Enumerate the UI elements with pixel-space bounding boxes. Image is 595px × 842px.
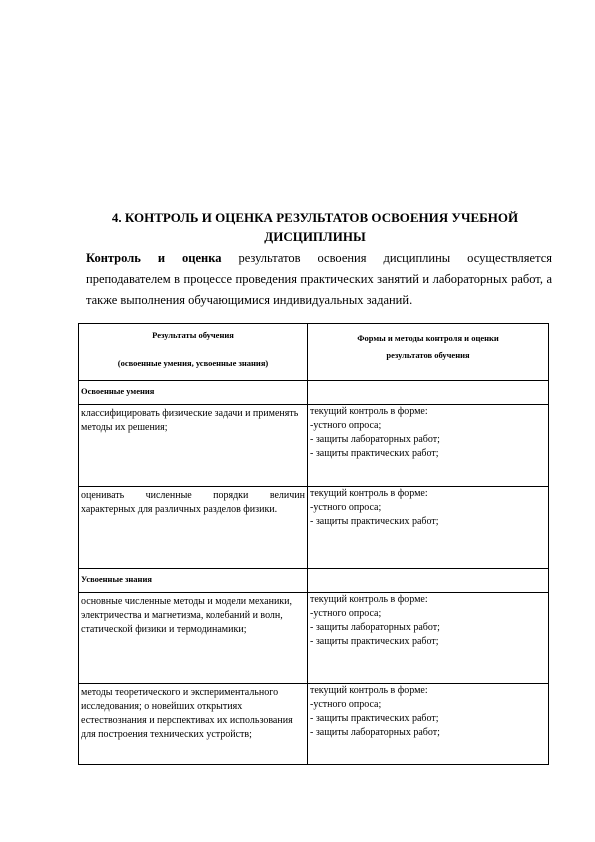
- header-left-title: Результаты обучения: [152, 330, 234, 340]
- intro-text: результатов освоения дисциплины осуществляется преподавателем в процессе проведения практических занятий и лабораторных работ, а также выполнения обучающимися индивидуальных заданий.: [86, 251, 553, 307]
- row-4-left-text: методы теоретического и экспериментального исследования; о новейших открытиях естествознания и перспективах их использования для построения технических устройств;: [81, 687, 293, 740]
- table-row: [79, 487, 549, 569]
- row-4-right-line: - защиты лабораторных работ;: [310, 727, 440, 738]
- row-2-right: [308, 487, 549, 569]
- row-1-right-line: - защиты лабораторных работ;: [310, 434, 440, 445]
- row-4-right-line: -устного опроса;: [310, 699, 382, 710]
- row-2-right-line: текущий контроль в форме:: [310, 488, 428, 499]
- row-3-right: [308, 593, 549, 684]
- header-right-line-2: результатов обучения: [386, 350, 470, 360]
- row-1-right-line: - защиты практических работ;: [310, 448, 439, 459]
- table-row: [79, 684, 549, 765]
- row-1-right-line: текущий контроль в форме:: [310, 406, 428, 417]
- row-3-left: [79, 593, 308, 684]
- table-row: [79, 593, 549, 684]
- heading-line-2: ДИСЦИПЛИНЫ: [264, 229, 366, 244]
- row-3-right-line: -устного опроса;: [310, 608, 382, 619]
- row-1-left-text: классифицировать физические задачи и применять методы их решения;: [81, 408, 299, 433]
- row-2-right-line: -устного опроса;: [310, 502, 382, 513]
- row-3-right-line: текущий контроль в форме:: [310, 594, 428, 605]
- row-4-right: [308, 684, 549, 765]
- intro-bold-lead: Контроль и оценка: [86, 251, 222, 265]
- table-row: [79, 405, 549, 487]
- row-4-right-line: текущий контроль в форме:: [310, 685, 428, 696]
- section-empty-cell: [308, 569, 549, 593]
- intro-paragraph: [86, 248, 552, 311]
- row-1-left: [79, 405, 308, 487]
- section-empty-cell: [308, 381, 549, 405]
- row-3-left-text: основные численные методы и модели механики, электричества и магнетизма, колебаний и волн, статической физики и термодинамики;: [81, 596, 293, 635]
- section-heading: [80, 208, 550, 246]
- section-knowledge-text: Усвоенные знания: [81, 574, 152, 584]
- row-4-left: [79, 684, 308, 765]
- row-2-left: [79, 487, 308, 569]
- header-right-cell: [308, 324, 549, 381]
- section-row-skills: [79, 381, 549, 405]
- results-table: [78, 323, 549, 765]
- row-2-left-text: оценивать численные порядки величин характерных для различных разделов физики.: [81, 490, 305, 515]
- header-right-line-1: Формы и методы контроля и оценки: [357, 333, 499, 343]
- section-row-knowledge: [79, 569, 549, 593]
- row-4-right-line: - защиты практических работ;: [310, 713, 439, 724]
- row-3-right-line: - защиты практических работ;: [310, 636, 439, 647]
- row-2-right-line: - защиты практических работ;: [310, 516, 439, 527]
- table-header-row: [79, 324, 549, 381]
- row-1-right-line: -устного опроса;: [310, 420, 382, 431]
- section-label-skills: [79, 381, 308, 405]
- header-left-cell: [79, 324, 308, 381]
- row-1-right: [308, 405, 549, 487]
- heading-line-1: 4. КОНТРОЛЬ И ОЦЕНКА РЕЗУЛЬТАТОВ ОСВОЕНИЯ УЧЕБНОЙ: [111, 210, 519, 225]
- section-label-knowledge: [79, 569, 308, 593]
- row-3-right-line: - защиты лабораторных работ;: [310, 622, 440, 633]
- section-skills-text: Освоенные умения: [81, 386, 155, 396]
- header-left-subtitle: (освоенные умения, усвоенные знания): [117, 358, 269, 368]
